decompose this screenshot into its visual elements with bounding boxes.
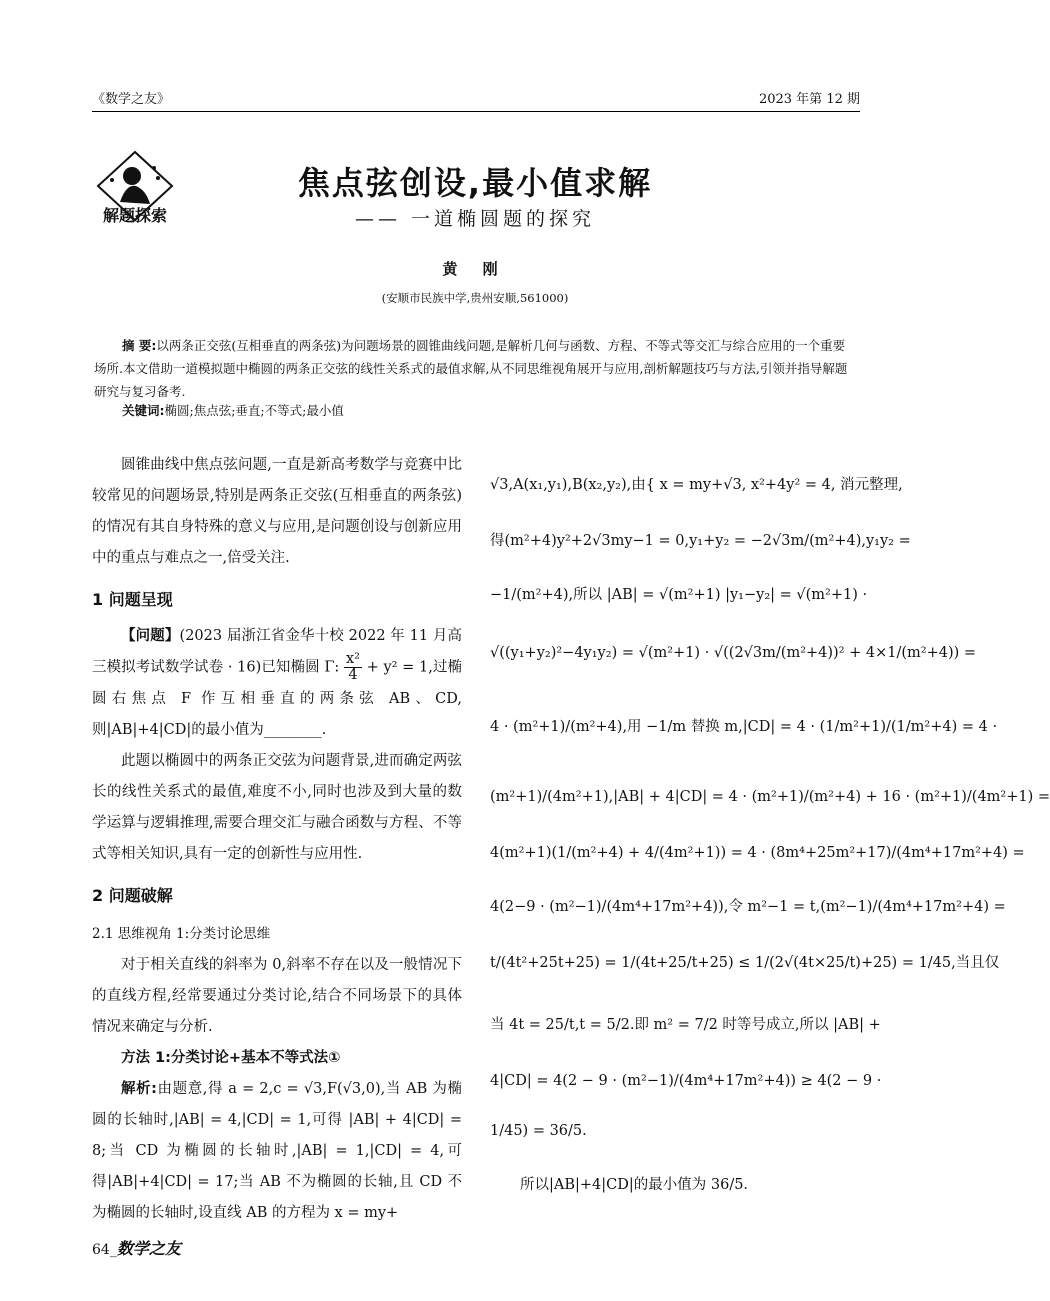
issue-label: 2023 年第 12 期 <box>758 92 860 107</box>
solution-text: 由题意,得 a = 2,c = √3,F(√3,0),当 AB 为椭圆的长轴时,|AB| = 4,|CD| = 1,可得 |AB| + 4|CD| = 8;当 CD 为椭圆的长轴时,|AB| = 1,|CD| = 4,可得|AB|+4|CD| = 17;当 AB 不为椭圆的长轴,且 CD 不为椭圆的长轴时,设直线 AB 的方程为 x = my+ <box>92 1080 462 1221</box>
author-name: 黄 刚 <box>442 260 508 278</box>
keywords-label: 关键词: <box>122 403 165 418</box>
equation-line: t/(4t²+25t+25) = 1/(4t+25/t+25) ≤ 1/(2√(4t×25/t)+25) = 1/45,当且仅 <box>490 955 1000 971</box>
keywords-text: 椭圆;焦点弦;垂直;不等式;最小值 <box>164 403 344 418</box>
equation-line: 4 · (m²+1)/(m²+4),用 −1/m 替换 m,|CD| = 4 · (1/m²+1)/(1/m²+4) = 4 · <box>490 719 998 735</box>
article-title: 焦点弦创设,最小值求解 <box>297 164 653 202</box>
subsection-heading: 2.1 思维视角 1:分类讨论思维 <box>92 925 271 942</box>
column-logo-text: 解题探索 <box>102 206 167 225</box>
journal-name: 《数学之友》 <box>92 92 171 107</box>
equation-line: −1/(m²+4),所以 |AB| = √(m²+1) |y₁−y₂| = √(m²+1) · <box>490 587 868 603</box>
problem-statement <box>92 621 462 746</box>
abstract <box>94 334 854 403</box>
equation-line: 4(2−9 · (m²−1)/(4m⁴+17m²+4)),令 m²−1 = t,(m²−1)/(4m⁴+17m²+4) = <box>490 899 1006 915</box>
keywords <box>122 401 344 419</box>
equation-line: 4(m²+1)(1/(m²+4) + 4/(4m²+1)) = 4 · (8m⁴+25m²+17)/(4m⁴+17m²+4) = <box>490 845 1025 861</box>
article-subtitle: —— 一道椭圆题的探究 <box>354 208 596 230</box>
method-heading: 方法 1:分类讨论+基本不等式法① <box>121 1049 341 1066</box>
problem-label: 【问题】 <box>121 628 180 644</box>
solution-paragraph <box>92 1074 462 1229</box>
problem-text-a: 已知椭圆 Γ: <box>261 659 340 676</box>
intro-paragraph: 圆锥曲线中焦点弦问题,一直是新高考数学与竞赛中比较常见的问题场景,特别是两条正交弦(互相垂直的两条弦)的情况有其自身特殊的意义与应用,是问题创设与创新应用中的重点与难点之一,倍受关注. <box>92 457 462 566</box>
problem-source: (2023 届浙江省金华十校 2022 年 11 月高三模拟考试数学试卷 · 16) <box>92 628 463 676</box>
section-heading-2: 2 问题破解 <box>92 885 173 905</box>
ellipse-fraction <box>344 652 362 683</box>
page-number: 64 <box>92 1242 110 1258</box>
solution-label: 解析: <box>121 1080 157 1097</box>
equation-line: √3,A(x₁,y₁),B(x₂,y₂),由{ x = my+√3, x²+4y² = 4, 消元整理, <box>490 477 903 493</box>
equation-line: 得(m²+4)y²+2√3my−1 = 0,y₁+y₂ = −2√3m/(m²+4),y₁y₂ = <box>490 533 911 549</box>
left-column <box>92 450 462 1229</box>
abstract-text: 以两条正交弦(互相垂直的两条弦)为问题场景的圆锥曲线问题,是解析几何与函数、方程、不等式等交汇与综合应用的一个重要场所.本文借助一道模拟题中椭圆的两条正交弦的线性关系式的最值求解,从不同思维视角展开与应用,剖析解题技巧与方法,引领并指导解题研究与复习备考. <box>94 338 848 399</box>
conclusion-line: 所以|AB|+4|CD|的最小值为 36/5. <box>520 1177 749 1193</box>
fraction-denominator: 4 <box>348 667 358 683</box>
author-affiliation: (安顺市民族中学,贵州安顺,561000) <box>381 291 569 305</box>
equation-line: √((y₁+y₂)²−4y₁y₂) = √(m²+1) · √((2√3m/(m²+4))² + 4×1/(m²+4)) = <box>490 645 977 661</box>
header-divider <box>92 111 860 112</box>
equation-line: 当 4t = 25/t,t = 5/2.即 m² = 7/2 时等号成立,所以 |AB| + <box>490 1017 881 1033</box>
analysis-paragraph: 此题以椭圆中的两条正交弦为问题背景,进而确定两弦长的线性关系式的最值,难度不小,同时也涉及到大量的数学运算与逻辑推理,需要合理交汇与融合函数与方程、不等式等相关知识,具有一定的创新性与应用性. <box>92 752 462 862</box>
section-heading-1: 1 问题呈现 <box>92 590 173 609</box>
equation-line: 1/45) = 36/5. <box>490 1123 587 1139</box>
problem-text-b: + y² = 1,过椭圆右焦点 F 作互相垂直的两条弦 AB、CD,则|AB|+4|CD|的最小值为________. <box>92 659 462 738</box>
method-intro-paragraph: 对于相关直线的斜率为 0,斜率不存在以及一般情况下的直线方程,经常要通过分类讨论,结合不同场景下的具体情况来确定与分析. <box>92 956 462 1035</box>
fraction-numerator: x² <box>345 651 360 667</box>
abstract-label: 摘 要: <box>122 338 157 353</box>
equation-line: (m²+1)/(4m²+1),|AB| + 4|CD| = 4 · (m²+1)/(m²+4) + 16 · (m²+1)/(4m²+1) = <box>490 789 1050 805</box>
footer-brand: 数学之友 <box>116 1239 181 1258</box>
equation-line: 4|CD| = 4(2 − 9 · (m²−1)/(4m⁴+17m²+4)) ≥ 4(2 − 9 · <box>490 1073 882 1089</box>
page-footer: 64_数学之友 <box>92 1239 181 1258</box>
